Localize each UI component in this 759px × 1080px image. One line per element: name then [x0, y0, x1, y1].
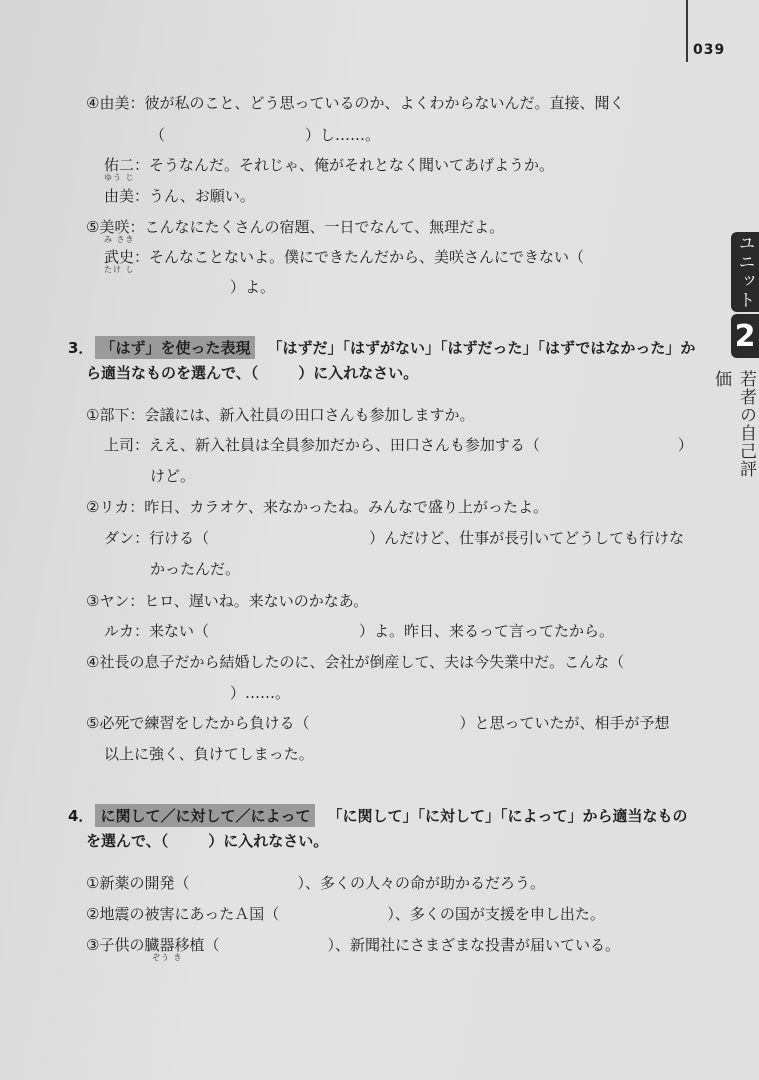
s3-q5-b: ）と思っていたが、相手が予想: [459, 714, 670, 732]
section3-number: 3．: [68, 339, 94, 357]
item4-number: ④: [86, 94, 100, 112]
yuji-text: そうなんだ。それじゃ、俺がそれとなく聞いてあげようか。: [149, 156, 555, 174]
s3-q3-ruka: [104, 620, 614, 641]
item4-yumi-line3: 由美：うん、お願い。: [104, 187, 255, 205]
s3-q1-joshi-text: 上司：ええ、新入社員は全員参加だから、田口さんも参加する（: [104, 436, 540, 454]
s3-q2-dan-a: ダン：行ける（: [104, 529, 210, 547]
section4-number: 4．: [68, 807, 94, 825]
item4-yumi-line2: [150, 124, 380, 145]
section3-instruction1: 「はずだ」「はずがない」「はずだった」「はずではなかった」か: [267, 339, 696, 357]
s3-q5-cont: 以上に強く、負けてしまった。: [104, 745, 314, 763]
s4-q1-b: ）、多くの人々の命が助かるだろう。: [297, 874, 545, 892]
s4-q1-a: ①新薬の開発（: [86, 874, 190, 892]
section3-instruction2a: ら適当なものを選んで、（: [86, 364, 259, 382]
section4-instruction1: 「に関して」「に対して」「によって」から適当なもの: [327, 807, 688, 825]
speaker-takeshi: 武史：: [104, 248, 150, 266]
blank-open: （: [150, 126, 166, 144]
s3-q2-dan: [104, 527, 684, 548]
s3-q1-joshi: [104, 434, 693, 455]
zouki-furigana: ぞう き: [152, 953, 183, 962]
item5-misaki-line: [86, 216, 504, 237]
s3-q4: ④社長の息子だから結婚したのに、会社が倒産して、夫は今失業中だ。こんな（: [86, 653, 625, 671]
section4-instruction2b: ）に入れなさい。: [208, 832, 329, 850]
s3-q2-rika: ②リカ：昨日、カラオケ、来なかったね。みんなで盛り上がったよ。: [86, 498, 548, 516]
s4-q3-a: ③子供の臓器移植（: [86, 936, 220, 954]
header-rule: [686, 0, 688, 62]
item5-takeshi-cont: ）よ。: [230, 278, 276, 296]
misaki-furigana: み さき: [104, 235, 135, 244]
unit-tab-number: 2: [731, 314, 759, 358]
speaker-misaki: 美咲：: [99, 218, 145, 236]
item5-takeshi-line: [104, 246, 584, 267]
section3-heading: [68, 336, 695, 359]
s3-q3-ruka-a: ルカ：来ない（: [104, 622, 210, 640]
item4-yumi-text: 由美：彼が私のこと、どう思っているのか、よくわからないんだ。直接、聞く: [99, 94, 625, 112]
s3-q1-cont: けど。: [150, 467, 196, 485]
item4-yumi-line1: [86, 92, 624, 113]
speaker-yuji: 佑二：: [104, 156, 150, 174]
item5-number: ⑤: [86, 218, 100, 236]
section3-tag: 「はず」を使った表現: [95, 336, 255, 359]
section3-heading2: [86, 362, 418, 383]
section4-heading: [68, 804, 687, 827]
s4-q2-b: ）、多くの国が支援を申し出た。: [387, 905, 605, 923]
section4-tag: に関して／に対して／によって: [95, 804, 315, 827]
section4-heading2: [86, 830, 328, 851]
page-number: 039: [693, 42, 726, 58]
takeshi-text: そんなことないよ。僕にできたんだから、美咲さんにできない（: [149, 248, 585, 266]
s3-q1-buka: ①部下：会議には、新入社員の田口さんも参加しますか。: [86, 406, 475, 424]
s3-q5: [86, 712, 669, 733]
s4-q2-a: ②地震の被害にあったＡ国（: [86, 905, 280, 923]
unit-tab-title: 若者の自己評価: [711, 370, 756, 478]
s3-q3-yan: ③ヤン：ヒロ、遅いね。来ないのかなあ。: [86, 592, 369, 610]
s3-q4-cont: ）……。: [230, 684, 291, 702]
blank-close: ）し……。: [305, 126, 381, 144]
s4-q2: [86, 903, 605, 924]
misaki-text: こんなにたくさんの宿題、一日でなんて、無理だよ。: [144, 218, 505, 236]
section3-instruction2b: ）に入れなさい。: [298, 364, 419, 382]
s3-q2-cont: かったんだ。: [150, 560, 241, 578]
s4-q1: [86, 872, 545, 893]
s3-q3-ruka-b: ）よ。昨日、来るって言ってたから。: [359, 622, 615, 640]
blank-close: ）: [677, 436, 693, 454]
s3-q2-dan-b: ）んだけど、仕事が長引いてどうしても行けな: [369, 529, 685, 547]
item4-yuji-line: [104, 154, 554, 175]
yuji-furigana: ゆう じ: [104, 173, 135, 182]
section4-instruction2a: を選んで、（: [86, 832, 169, 850]
s3-q5-a: ⑤必死で練習をしたから負ける（: [86, 714, 310, 732]
s4-q3-b: ）、新聞社にさまざまな投書が届いている。: [327, 936, 620, 954]
takeshi-furigana: たけ し: [104, 265, 135, 274]
unit-tab-label: ユニット: [731, 232, 759, 312]
